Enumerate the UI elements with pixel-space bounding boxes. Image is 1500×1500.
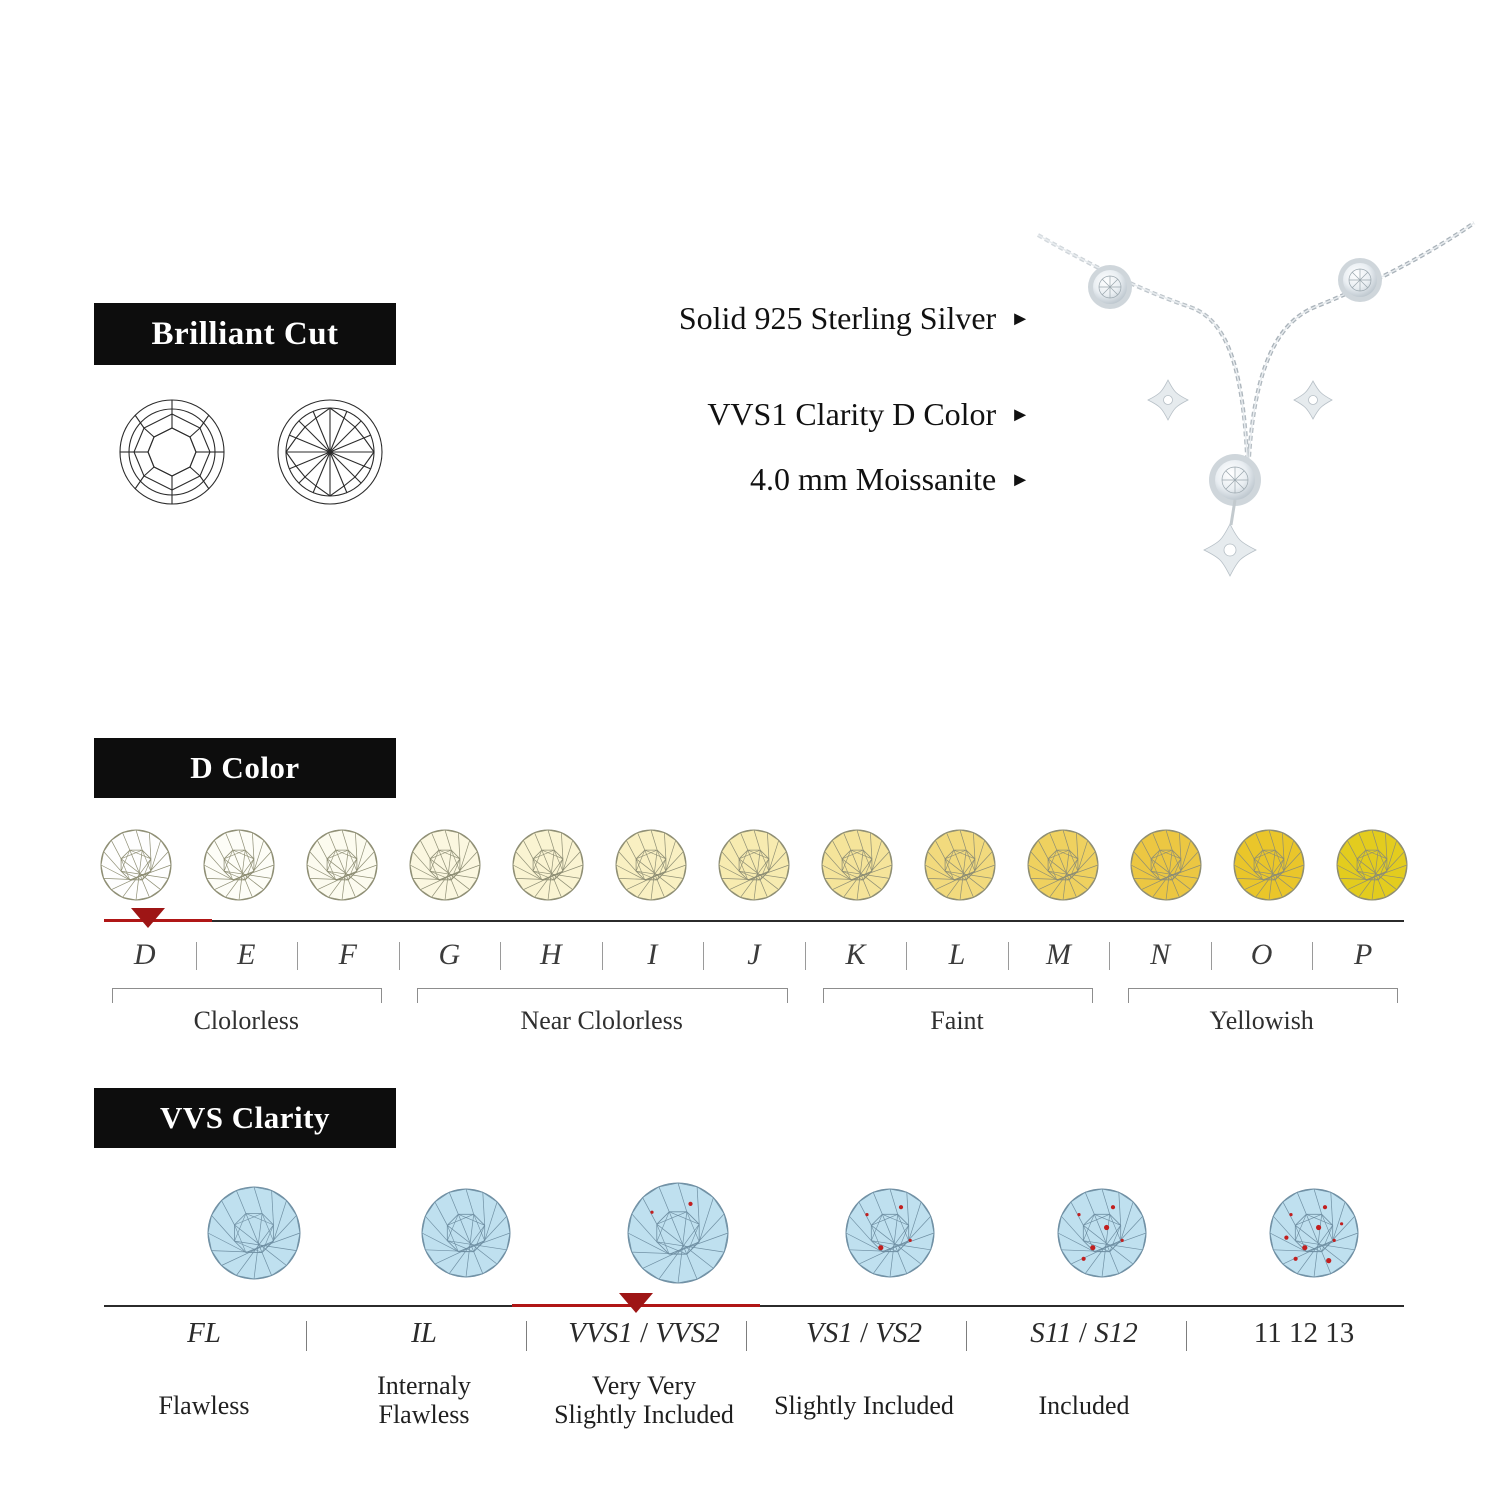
color-group-label-0: Clolorless: [193, 1006, 300, 1035]
color-gem-o: [1227, 828, 1311, 902]
color-group-labels: [94, 1006, 1414, 1046]
feature-row-clarity-color: [430, 396, 1030, 433]
clarity-gem-vs1: [790, 1187, 990, 1279]
clarity-selected-marker: [619, 1293, 653, 1313]
badge-label: VVS Clarity: [160, 1100, 330, 1135]
color-group-bracket-1: [417, 988, 789, 1003]
badge-label: Brilliant Cut: [151, 315, 339, 352]
color-gem-e: [197, 828, 281, 902]
color-gem-g: [403, 828, 487, 902]
feature-label: 4.0 mm Moissanite: [749, 461, 997, 497]
color-gem-m: [1021, 828, 1105, 902]
color-group-bracket-3: [1128, 988, 1398, 1003]
clarity-grade-labels: [94, 1317, 1414, 1363]
clarity-description-s11: Included: [1038, 1391, 1130, 1420]
clarity-description-fl: Flawless: [158, 1391, 250, 1420]
clarity-description-vs1: Slightly Included: [774, 1391, 954, 1420]
clarity-separator-4: [966, 1321, 967, 1351]
clarity-grade-label-fl: FL: [187, 1317, 221, 1349]
clarity-gem-fl: [154, 1185, 354, 1281]
feature-row-stone-size: [430, 461, 1030, 498]
color-grade-labels: [94, 932, 1414, 978]
clarity-grade-label-il: IL: [411, 1317, 437, 1349]
color-group-bracket-2: [823, 988, 1093, 1003]
clarity-separator-3: [746, 1321, 747, 1351]
color-selected-marker: [131, 908, 165, 928]
color-grade-label-g: G: [399, 938, 501, 972]
product-necklace-image: [1030, 195, 1480, 615]
badge-label: D Color: [190, 750, 300, 785]
color-grade-label-l: L: [906, 938, 1008, 972]
color-gem-f: [300, 828, 384, 902]
color-gem-i: [609, 828, 693, 902]
color-gem-h: [506, 828, 590, 902]
color-grade-label-o: O: [1211, 938, 1313, 972]
color-gem-j: [712, 828, 796, 902]
color-grade-label-j: J: [703, 938, 805, 972]
color-gem-n: [1124, 828, 1208, 902]
section-badge-brilliant-cut: [94, 303, 396, 365]
clarity-separator-5: [1186, 1321, 1187, 1351]
clarity-grade-label-11 12 13: 11 12 13: [1253, 1317, 1355, 1349]
color-gem-k: [815, 828, 899, 902]
clarity-description-vvs1: Very Very Slightly Included: [554, 1371, 734, 1430]
color-axis-line: [104, 920, 1404, 922]
clarity-gem-11 12 13: [1214, 1187, 1414, 1279]
color-grade-label-f: F: [297, 938, 399, 972]
color-group-label-2: Faint: [930, 1006, 984, 1035]
brilliant-cut-diagram: [110, 392, 400, 512]
arrow-right-icon: ►: [1010, 307, 1030, 330]
clarity-gem-il: [366, 1187, 566, 1279]
clarity-gem-s11: [1002, 1187, 1202, 1279]
color-gem-l: [918, 828, 1002, 902]
clarity-gem-row: [154, 1175, 1414, 1290]
clarity-separator-1: [306, 1321, 307, 1351]
clarity-grade-label-vs1: VS1 / VS2: [806, 1317, 922, 1349]
arrow-right-icon: ►: [1010, 403, 1030, 426]
clarity-description-il: Internaly Flawless: [377, 1371, 471, 1430]
color-group-bracket-0: [112, 988, 382, 1003]
arrow-right-icon: ►: [1010, 468, 1030, 491]
color-grade-label-p: P: [1353, 938, 1373, 971]
color-grade-label-h: H: [500, 938, 602, 972]
color-grade-label-m: M: [1008, 938, 1110, 972]
color-grade-label-n: N: [1109, 938, 1211, 972]
color-group-label-3: Yellowish: [1209, 1006, 1314, 1035]
color-grade-label-d: D: [94, 938, 196, 972]
color-gem-row: [94, 820, 1414, 910]
clarity-gem-vvs1: [578, 1181, 778, 1285]
color-grade-label-i: I: [602, 938, 704, 972]
color-gem-p: [1330, 828, 1414, 902]
clarity-grade-label-s11: S11 / S12: [1030, 1317, 1138, 1349]
section-badge-d-color: [94, 738, 396, 798]
feature-label: Solid 925 Sterling Silver: [678, 300, 997, 336]
color-grading-scale: [94, 820, 1414, 1060]
color-gem-d: [94, 828, 178, 902]
clarity-grade-label-vvs1: VVS1 / VVS2: [568, 1317, 720, 1349]
color-grade-label-k: K: [805, 938, 907, 972]
color-grade-label-e: E: [196, 938, 298, 972]
feature-label: VVS1 Clarity D Color: [707, 396, 997, 432]
clarity-separator-2: [526, 1321, 527, 1351]
feature-row-material: [430, 300, 1030, 337]
section-badge-vvs-clarity: [94, 1088, 396, 1148]
color-group-label-1: Near Clolorless: [520, 1006, 683, 1035]
clarity-grading-scale: [94, 1175, 1414, 1475]
